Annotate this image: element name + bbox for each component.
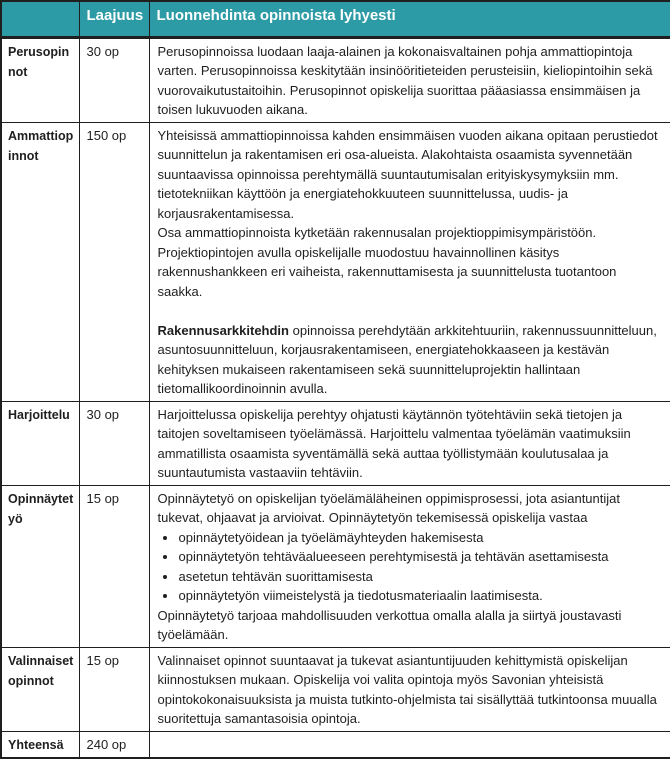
paragraph-text: opinnoissa perehdytään arkkitehtuuriin, rakennussuunnitteluun, asuntosuunnitteluun, korjausrakentamiseen, energiatehokkaaseen ja kestävän kehityksen mukaiseen rakentamiseen sekä suunnitteluprojektin hallintaan tietomallikoordinoinnin avulla. [157,322,657,396]
description-paragraph: Osa ammattiopinnoista kytketään rakennusalan projektioppimisympäristöön. Projektiopintojen avulla opiskelijalle muodostuu havainnollinen käsitys rakennushankkeen eri vaiheista, rakennuttamisesta ja suunnittelusta tuotantoon saakka. [157,225,617,299]
bold-lead-text: Rakennusarkkitehdin [157,322,289,338]
table-row-valinnaiset-opinnot [1,647,670,731]
row-description [149,485,670,647]
bullet-item: • opinnäytetyöidean ja työelämäyhteyden hakemisesta [178,528,663,548]
row-credits: 240 op [79,731,149,758]
row-description [149,647,670,731]
row-label: Yhteensä [1,731,79,758]
row-credits: 30 op [79,401,149,485]
header-cell-description: Luonnehdinta opinnoista lyhyesti [149,1,670,37]
table-row-perusopinnot [1,37,670,122]
header-row [1,1,670,37]
bullet-item: • opinnäytetyön viimeistelystä ja tiedotusmateriaalin laatimisesta. [178,586,663,606]
description-paragraph: Harjoittelussa opiskelija perehtyy ohjatusti käytännön työtehtäviin sekä tietojen ja taitojen soveltamiseen työelämässä. Harjoittelu valmentaa työelämän vaatimuksiin ammatillista osaamista syventämällä sekä auttaa työllistymään koulutusalaa ja suuntautumista vastaaviin tehtäviin. [157,406,631,480]
header-cell-category [1,1,79,37]
header-cell-extent: Laajuus [79,1,149,37]
row-label: Harjoittelu [1,401,79,485]
description-paragraph [158,321,663,399]
row-label: Ammattiopinnot [1,122,79,401]
bullet-list [158,528,663,606]
row-credits: 15 op [79,647,149,731]
row-description [149,401,670,485]
row-label: Opinnäytetyö [1,485,79,647]
row-credits: 30 op [79,37,149,122]
table-row-ammattiopinnot [1,122,670,401]
row-label: Perusopinnot [1,37,79,122]
description-paragraph: Opinnäytetyö tarjoaa mahdollisuuden verkottua omalla alalla ja siirtyä joustavasti työelämään. [157,607,622,642]
row-credits: 150 op [79,122,149,401]
description-paragraph: Yhteisissä ammattiopinnoissa kahden ensimmäisen vuoden aikana opitaan perustiedot suunnittelun ja rakentamisen eri osa-alueista. Alakohtaista osaamista syvennetään suuntaavissa opinnoissa perehtymällä suuntautumisalan erityiskysymyksiin mm. tietotekniikan käyttöön ja energiatehokkuuteen suunnittelussa, uudis- ja korjausrakentamisessa. [157,127,658,221]
row-description [149,731,670,758]
row-label: Valinnaiset opinnot [1,647,79,731]
table-row-yhteensa [1,731,670,758]
description-paragraph: Perusopinnoissa luodaan laaja-alainen ja kokonaisvaltainen pohja ammattiopintoja varten. Perusopinnoissa keskitytään insinööritieteiden perusteisiin, kieliopintoihin sekä vuorovaikutustaitoihin. Perusopinnot opiskelija suorittaa pääasiassa ensimmäisen ja toisen lukuvuoden aikana. [157,43,653,117]
row-credits: 15 op [79,485,149,647]
table-row-opinnaytetyo [1,485,670,647]
description-paragraph: Valinnaiset opinnot suuntaavat ja tukevat asiantuntijuuden kehittymistä opiskelijan kiinnostuksen mukaan. Opiskelija voi valita opintoja myös Savonian yhteisistä opintokokonaisuuksista ja muista tutkinto-ohjelmista tai sisällyttää tutkintoonsa muualla suoritettuja samantasoisia opintoja. [157,652,657,726]
row-description [149,122,670,401]
bullet-item: • opinnäytetyön tehtäväalueeseen perehtymisestä ja tehtävän asettamisesta [178,547,663,567]
row-description [149,37,670,122]
table-row-harjoittelu [1,401,670,485]
bullet-item: • asetetun tehtävän suorittamisesta [178,567,663,587]
description-paragraph: Opinnäytetyö on opiskelijan työelämäläheinen oppimisprosessi, jota asiantuntijat tukevat, ohjaavat ja arvioivat. Opinnäytetyön tekemisessä opiskelija vastaa [157,490,620,525]
